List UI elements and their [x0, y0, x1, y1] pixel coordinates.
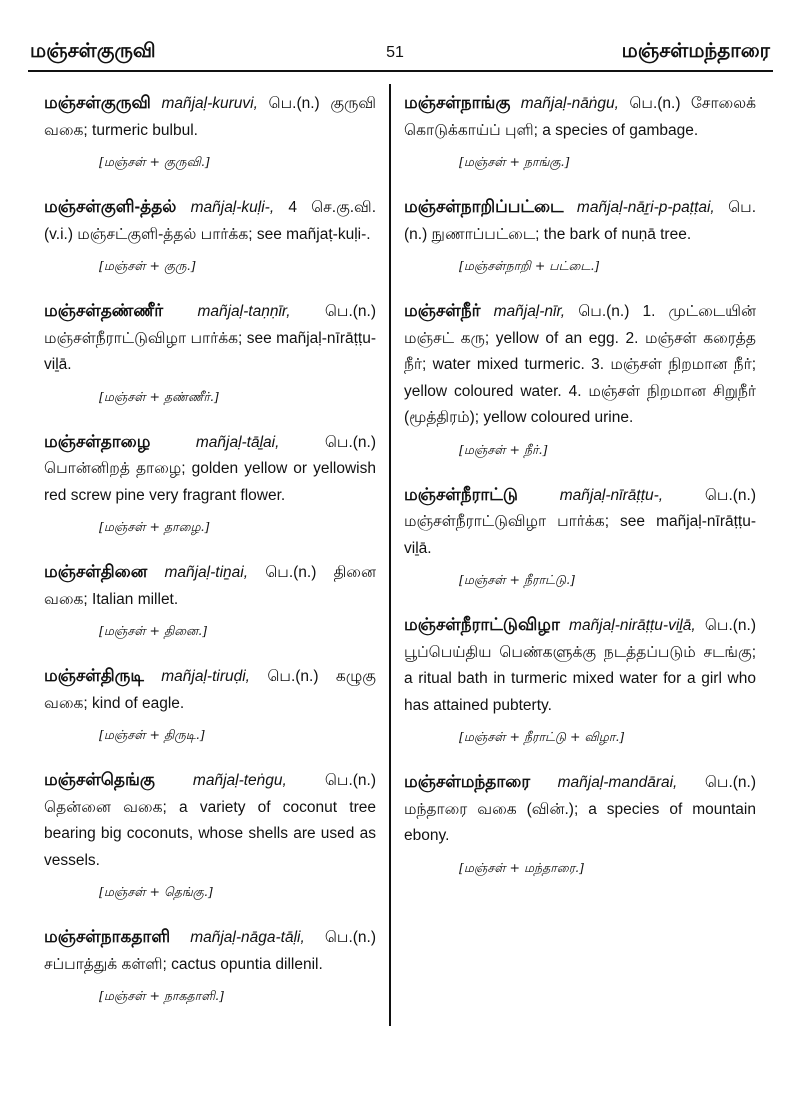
transliteration: mañjaḷ-taṇṇīr,	[197, 303, 291, 320]
etymology: [மஞ்சள் + நாகதாளி.]	[99, 988, 224, 1003]
dictionary-entry	[44, 924, 376, 978]
dictionary-entry	[404, 194, 756, 248]
transliteration: mañjaḷ-teṅgu,	[192, 772, 287, 789]
definition: பெ.(n.) குருவி வகை; turmeric bulbul.	[44, 95, 376, 139]
headword: மஞ்சள்தெங்கு	[44, 770, 155, 789]
transliteration: mañjaḷ-nāga-tāḷi,	[190, 929, 305, 946]
header-rule	[28, 70, 773, 72]
headword: மஞ்சள்தாழை	[44, 431, 151, 451]
transliteration: mañjaḷ-mandārai,	[557, 774, 678, 791]
transliteration: mañjaḷ-nirāṭṭu-viḻā,	[569, 617, 696, 634]
headword: மஞ்சள்நாறிப்பட்டை	[404, 197, 564, 216]
definition: பெ.(n.) கழுகு வகை; kind of eagle.	[44, 668, 376, 712]
transliteration: mañjaḷ-kuruvi,	[161, 95, 258, 112]
headword: மஞ்சள்நீராட்டு	[404, 484, 518, 504]
dictionary-entry	[404, 482, 756, 563]
dictionary-entry	[404, 90, 756, 144]
etymology: [மஞ்சள் + திருடி.]	[99, 727, 205, 742]
transliteration: mañjaḷ-nāṟi-p-paṭṭai,	[576, 199, 715, 216]
etymology: [மஞ்சள் + நீராட்டு.]	[459, 572, 575, 587]
definition: பெ.(n.) மந்தாரை வகை (வின்.); a species of mountain ebony.	[404, 774, 757, 844]
definition: பெ.(n.) நுணாப்பட்டை; the bark of nuṇā tree.	[404, 199, 756, 243]
definition: பெ.(n.) தினை வகை; Italian millet.	[44, 564, 377, 608]
dictionary-entry	[44, 429, 376, 510]
page-number: 51	[386, 44, 404, 61]
definition: பெ.(n.) 1. முட்டையின் மஞ்சட் கரு; yellow of an egg. 2. மஞ்சள் கரைத்த நீர்; water mixed turmeric. 3. மஞ்சள் நிறமான நீர்; yellow coloured water. 4. மஞ்சள் நிறமான சிறுநீர் (மூத்திரம்); yellow coloured urine.	[404, 303, 757, 426]
etymology: [மஞ்சள் + தண்ணீர்.]	[99, 388, 219, 404]
etymology: [மஞ்சள்நாறி + பட்டை.]	[459, 258, 600, 273]
right-column	[404, 90, 756, 900]
header-right-guide-word: மஞ்சள்மந்தாரை	[621, 40, 770, 62]
etymology: [மஞ்சள் + தெங்கு.]	[99, 884, 213, 899]
etymology: [மஞ்சள் + நாங்கு.]	[459, 154, 570, 169]
etymology: [மஞ்சள் + நீராட்டு + விழா.]	[459, 729, 625, 744]
definition: பெ.(n.) சப்பாத்துக் கள்ளி; cactus opuntia dillenil.	[44, 929, 377, 973]
column-divider	[389, 84, 391, 1026]
dictionary-entry	[44, 298, 376, 379]
transliteration: mañjaḷ-kuḷi-,	[190, 199, 275, 216]
etymology: [மஞ்சள் + மந்தாரை.]	[459, 859, 584, 875]
transliteration: mañjaḷ-tiṉai,	[164, 564, 248, 581]
definition: பெ.(n.) தென்னை வகை; a variety of coconut tree bearing big coconuts, whose shells are used as vessels.	[44, 772, 377, 869]
headword: மஞ்சள்தினை	[44, 562, 148, 581]
transliteration: mañjaḷ-tiruḍi,	[161, 668, 250, 685]
left-column	[44, 90, 376, 1028]
transliteration: mañjaḷ-nīr,	[493, 303, 566, 320]
headword: மஞ்சள்திருடி	[44, 666, 144, 685]
definition: பெ.(n.) சோலைக் கொடுக்காய்ப் புளி; a species of gambage.	[404, 95, 756, 139]
dictionary-entry	[404, 769, 756, 850]
headword: மஞ்சள்மந்தாரை	[404, 772, 531, 791]
dictionary-entry	[44, 663, 376, 717]
headword: மஞ்சள்தண்ணீர்	[44, 301, 164, 320]
etymology: [மஞ்சள் + தாழை.]	[99, 519, 210, 534]
definition: 4 செ.கு.வி. (v.i.) மஞ்சட்குளி-த்தல் பார்க்க; see mañjaṭ-kuḷi-.	[44, 199, 376, 243]
etymology: [மஞ்சள் + நீர்.]	[459, 441, 548, 457]
transliteration: mañjaḷ-tāḻai,	[195, 433, 280, 451]
etymology: [மஞ்சள் + தினை.]	[99, 623, 208, 638]
definition: பெ.(n.) மஞ்சள்நீராட்டுவிழா பார்க்க; see mañjaḷ-nīrāṭṭu-viḻā.	[404, 486, 757, 557]
dictionary-entry	[44, 90, 376, 144]
headword: மஞ்சள்நாகதாளி	[44, 927, 171, 946]
definition: பெ.(n.) பூப்பெய்திய பெண்களுக்கு நடத்தப்படும் சடங்கு; a ritual bath in turmeric mixed water for a girl who has attained pubterty.	[404, 617, 756, 714]
definition: பெ.(n.) மஞ்சள்நீராட்டுவிழா பார்க்க; see mañjaḷ-nīrāṭṭu-viḻā.	[44, 303, 377, 373]
headword: மஞ்சள்குருவி	[44, 93, 151, 112]
dictionary-entry	[44, 194, 376, 248]
header-left-guide-word: மஞ்சள்குருவி	[30, 40, 156, 62]
dictionary-entry	[404, 612, 756, 719]
etymology: [மஞ்சள் + குருவி.]	[99, 154, 210, 169]
headword: மஞ்சள்நீர்	[404, 301, 481, 320]
headword: மஞ்சள்நாங்கு	[404, 93, 511, 112]
headword: மஞ்சள்நீராட்டுவிழா	[404, 615, 560, 634]
transliteration: mañjaḷ-nīrāṭṭu-,	[559, 486, 664, 504]
dictionary-entry	[404, 298, 756, 432]
transliteration: mañjaḷ-nāṅgu,	[520, 95, 619, 112]
headword: மஞ்சள்குளி-த்தல்	[44, 197, 177, 216]
dictionary-entry	[44, 767, 376, 874]
dictionary-entry	[44, 559, 376, 613]
definition: பெ.(n.) பொன்னிறத் தாழை; golden yellow or yellowish red screw pine very fragrant flower.	[44, 433, 377, 504]
page-header	[0, 0, 800, 72]
etymology: [மஞ்சள் + குரு.]	[99, 258, 196, 273]
